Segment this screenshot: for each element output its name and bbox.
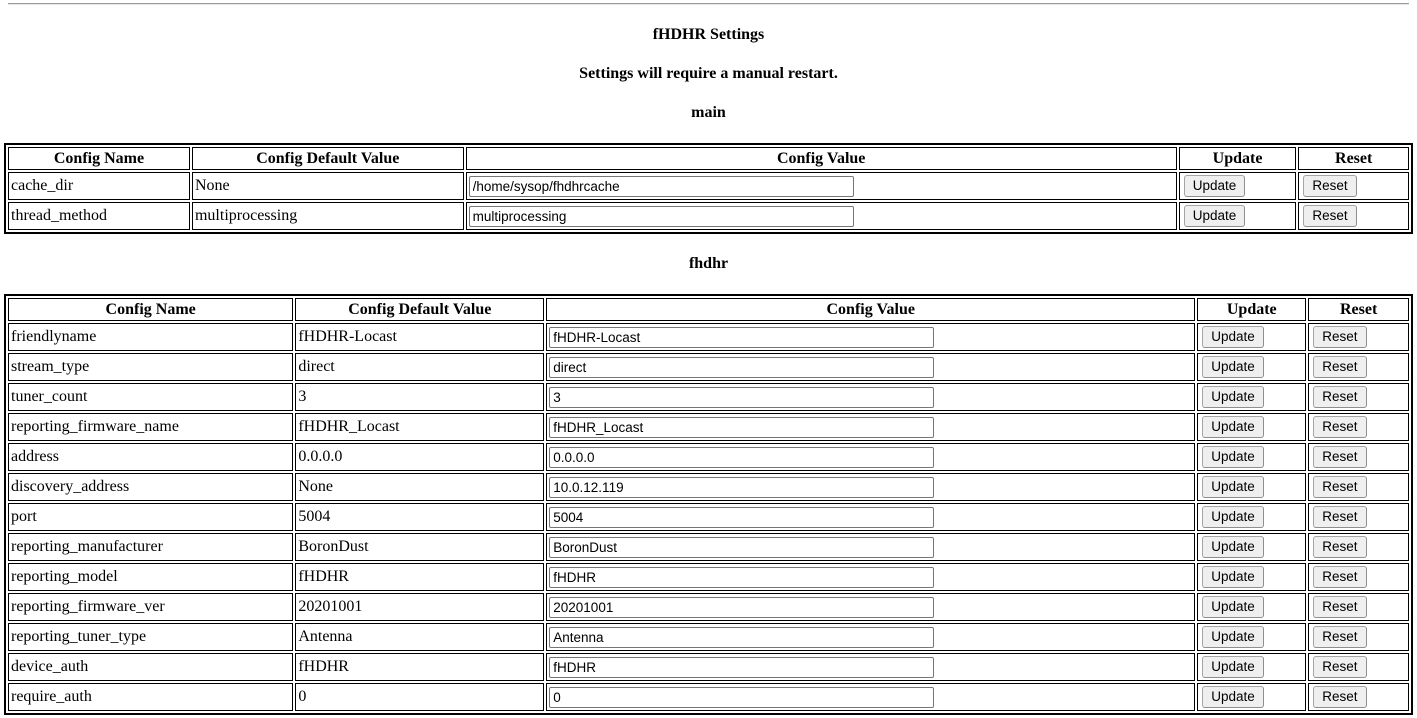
config-default-value-cell: 20201001: [295, 593, 544, 621]
config-name-cell: reporting_manufacturer: [8, 533, 293, 561]
config-default-value-cell: fHDHR: [295, 563, 544, 591]
config-value-cell: [546, 533, 1195, 561]
reset-cell: [1308, 503, 1409, 531]
update-button[interactable]: Update: [1202, 356, 1264, 378]
config-value-input[interactable]: [549, 477, 934, 498]
top-divider: [8, 3, 1409, 5]
update-cell: [1197, 473, 1306, 501]
config-name-cell: stream_type: [8, 353, 293, 381]
config-name-cell: friendlyname: [8, 323, 293, 351]
config-default-value-cell: BoronDust: [295, 533, 544, 561]
reset-button[interactable]: Reset: [1313, 536, 1366, 558]
config-value-input[interactable]: [549, 507, 934, 528]
config-default-value-cell: multiprocessing: [192, 202, 464, 230]
column-header: Reset: [1308, 298, 1409, 321]
update-button[interactable]: Update: [1202, 326, 1264, 348]
config-value-input[interactable]: [469, 206, 854, 227]
update-button[interactable]: Update: [1202, 596, 1264, 618]
config-default-value-cell: None: [192, 172, 464, 200]
column-header: Config Default Value: [192, 147, 464, 170]
config-row: [8, 533, 1409, 561]
config-name-cell: port: [8, 503, 293, 531]
config-row: [8, 683, 1409, 711]
reset-button[interactable]: Reset: [1313, 686, 1366, 708]
update-cell: [1197, 413, 1306, 441]
section-heading: main: [691, 104, 726, 121]
config-row: [8, 353, 1409, 381]
column-header: Update: [1197, 298, 1306, 321]
reset-button[interactable]: Reset: [1303, 205, 1356, 227]
config-name-cell: reporting_model: [8, 563, 293, 591]
reset-cell: [1308, 593, 1409, 621]
config-name-cell: tuner_count: [8, 383, 293, 411]
config-row: [8, 623, 1409, 651]
column-header: Update: [1179, 147, 1297, 170]
update-button[interactable]: Update: [1202, 656, 1264, 678]
reset-button[interactable]: Reset: [1313, 596, 1366, 618]
config-value-input[interactable]: [549, 687, 934, 708]
config-name-cell: reporting_firmware_name: [8, 413, 293, 441]
reset-cell: [1308, 683, 1409, 711]
config-name-cell: require_auth: [8, 683, 293, 711]
config-default-value-cell: fHDHR: [295, 653, 544, 681]
config-name-cell: address: [8, 443, 293, 471]
reset-button[interactable]: Reset: [1313, 656, 1366, 678]
update-button[interactable]: Update: [1184, 205, 1246, 227]
header-row: [8, 147, 1409, 170]
config-value-cell: [466, 172, 1177, 200]
update-cell: [1197, 623, 1306, 651]
config-name-cell: reporting_tuner_type: [8, 623, 293, 651]
update-cell: [1179, 172, 1297, 200]
update-button[interactable]: Update: [1202, 566, 1264, 588]
config-value-cell: [546, 683, 1195, 711]
config-name-cell: discovery_address: [8, 473, 293, 501]
config-value-cell: [546, 593, 1195, 621]
config-value-input[interactable]: [549, 357, 934, 378]
config-value-input[interactable]: [549, 387, 934, 408]
reset-cell: [1308, 413, 1409, 441]
update-button[interactable]: Update: [1202, 386, 1264, 408]
reset-cell: [1298, 202, 1409, 230]
reset-button[interactable]: Reset: [1313, 356, 1366, 378]
config-value-input[interactable]: [549, 627, 934, 648]
config-section: [4, 255, 1413, 715]
config-row: [8, 503, 1409, 531]
config-default-value-cell: fHDHR-Locast: [295, 323, 544, 351]
reset-cell: [1308, 383, 1409, 411]
config-table: [4, 143, 1413, 234]
config-value-cell: [546, 413, 1195, 441]
config-value-cell: [546, 503, 1195, 531]
update-cell: [1197, 653, 1306, 681]
update-cell: [1197, 503, 1306, 531]
reset-button[interactable]: Reset: [1313, 416, 1366, 438]
config-value-cell: [546, 653, 1195, 681]
config-name-cell: reporting_firmware_ver: [8, 593, 293, 621]
config-value-cell: [546, 443, 1195, 471]
config-value-cell: [546, 323, 1195, 351]
config-row: [8, 383, 1409, 411]
reset-button[interactable]: Reset: [1313, 506, 1366, 528]
config-value-input[interactable]: [549, 657, 934, 678]
column-header: Config Name: [8, 147, 190, 170]
config-row: [8, 473, 1409, 501]
column-header: Reset: [1298, 147, 1409, 170]
config-value-cell: [546, 563, 1195, 591]
config-row: [8, 593, 1409, 621]
config-value-input[interactable]: [549, 447, 934, 468]
config-name-cell: cache_dir: [8, 172, 190, 200]
column-header: Config Default Value: [295, 298, 544, 321]
column-header: Config Value: [466, 147, 1177, 170]
header-row: [8, 298, 1409, 321]
update-cell: [1197, 323, 1306, 351]
config-name-cell: device_auth: [8, 653, 293, 681]
config-row: [8, 653, 1409, 681]
config-value-cell: [546, 383, 1195, 411]
config-value-cell: [466, 202, 1177, 230]
reset-cell: [1308, 473, 1409, 501]
config-value-cell: [546, 623, 1195, 651]
update-button[interactable]: Update: [1184, 175, 1246, 197]
config-row: [8, 323, 1409, 351]
reset-cell: [1298, 172, 1409, 200]
section-heading: fhdhr: [688, 255, 729, 272]
reset-cell: [1308, 353, 1409, 381]
config-default-value-cell: Antenna: [295, 623, 544, 651]
update-cell: [1197, 533, 1306, 561]
reset-button[interactable]: Reset: [1313, 566, 1366, 588]
page-subtitle: Settings will require a manual restart.: [579, 65, 838, 82]
config-default-value-cell: None: [295, 473, 544, 501]
reset-cell: [1308, 623, 1409, 651]
update-cell: [1197, 353, 1306, 381]
update-cell: [1179, 202, 1297, 230]
config-row: [8, 172, 1409, 200]
update-button[interactable]: Update: [1202, 446, 1264, 468]
update-button[interactable]: Update: [1202, 686, 1264, 708]
config-value-input[interactable]: [549, 597, 934, 618]
reset-button[interactable]: Reset: [1313, 386, 1366, 408]
config-default-value-cell: 0: [295, 683, 544, 711]
update-cell: [1197, 683, 1306, 711]
reset-cell: [1308, 563, 1409, 591]
config-default-value-cell: 0.0.0.0: [295, 443, 544, 471]
reset-cell: [1308, 653, 1409, 681]
config-row: [8, 202, 1409, 230]
update-cell: [1197, 443, 1306, 471]
config-value-input[interactable]: [549, 417, 934, 438]
config-value-cell: [546, 353, 1195, 381]
reset-cell: [1308, 323, 1409, 351]
update-cell: [1197, 563, 1306, 591]
update-button[interactable]: Update: [1202, 626, 1264, 648]
config-default-value-cell: direct: [295, 353, 544, 381]
update-button[interactable]: Update: [1202, 476, 1264, 498]
config-section: [4, 104, 1413, 234]
update-button[interactable]: Update: [1202, 506, 1264, 528]
config-table: [4, 294, 1413, 715]
config-default-value-cell: 5004: [295, 503, 544, 531]
config-row: [8, 563, 1409, 591]
update-cell: [1197, 383, 1306, 411]
config-value-input[interactable]: [549, 327, 934, 348]
config-default-value-cell: 3: [295, 383, 544, 411]
sections: [4, 104, 1413, 715]
reset-cell: [1308, 443, 1409, 471]
column-header: Config Value: [546, 298, 1195, 321]
reset-cell: [1308, 533, 1409, 561]
reset-button[interactable]: Reset: [1313, 626, 1366, 648]
config-name-cell: thread_method: [8, 202, 190, 230]
config-row: [8, 413, 1409, 441]
page-title: fHDHR Settings: [652, 26, 765, 43]
config-value-input[interactable]: [549, 537, 934, 558]
reset-button[interactable]: Reset: [1303, 175, 1356, 197]
update-cell: [1197, 593, 1306, 621]
config-default-value-cell: fHDHR_Locast: [295, 413, 544, 441]
reset-button[interactable]: Reset: [1313, 476, 1366, 498]
update-button[interactable]: Update: [1202, 536, 1264, 558]
reset-button[interactable]: Reset: [1313, 446, 1366, 468]
config-value-input[interactable]: [469, 176, 854, 197]
config-value-cell: [546, 473, 1195, 501]
reset-button[interactable]: Reset: [1313, 326, 1366, 348]
config-value-input[interactable]: [549, 567, 934, 588]
column-header: Config Name: [8, 298, 293, 321]
update-button[interactable]: Update: [1202, 416, 1264, 438]
config-row: [8, 443, 1409, 471]
